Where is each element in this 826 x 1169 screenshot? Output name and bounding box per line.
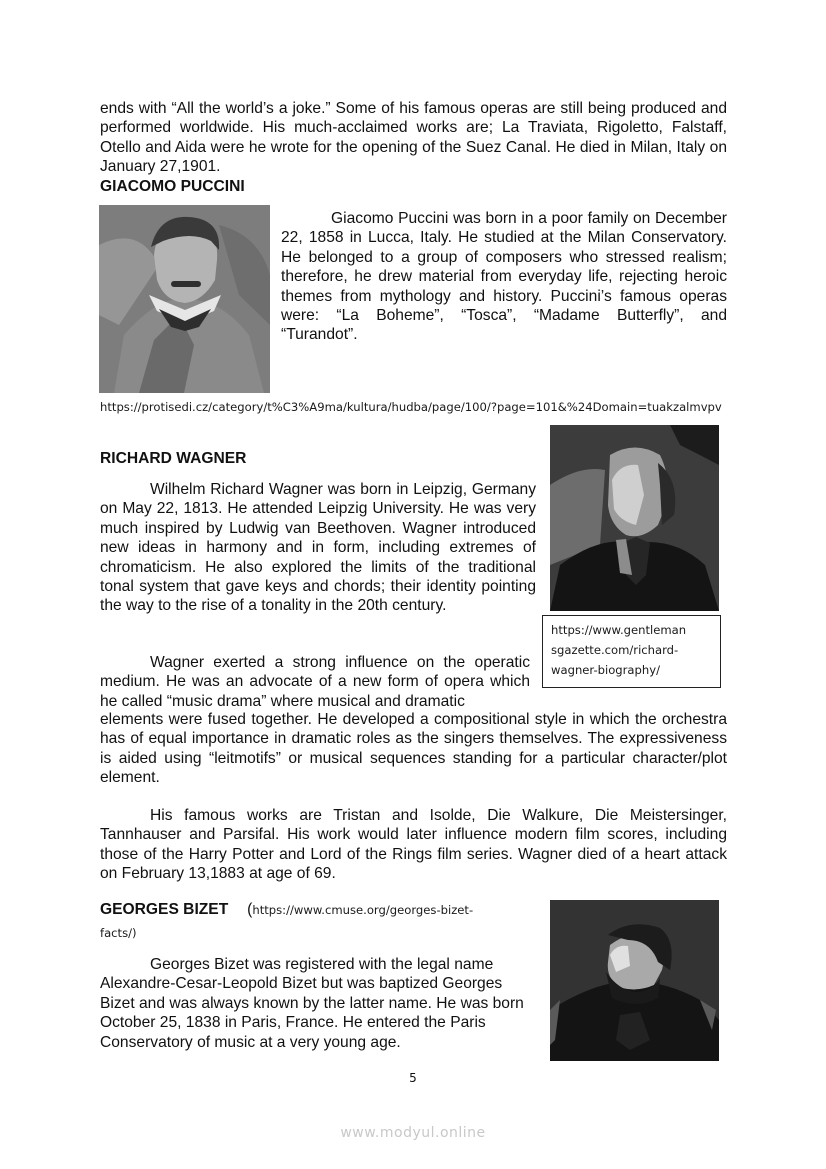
puccini-heading: GIACOMO PUCCINI <box>100 178 245 195</box>
bizet-source-link-continued[interactable]: facts/) <box>100 926 137 940</box>
puccini-portrait-photo <box>99 205 270 393</box>
page-number: 5 <box>409 1071 417 1085</box>
watermark: www.modyul.online <box>340 1125 486 1141</box>
wagner-caption-line[interactable]: https://www.gentleman <box>551 623 687 637</box>
wagner-caption-line[interactable]: wagner-biography/ <box>551 663 661 677</box>
puccini-biography-paragraph: Giacomo Puccini was born in a poor family on December 22, 1858 in Lucca, Italy. He studied at the Milan Conservatory. He belonged to a group of composers who stressed realism; therefore, he drew material from everyday life, rejecting heroic themes from mythology and history. Puccini’s famous operas were: “La Boheme”, “Tosca”, “Madame Butterfly”, and “Turandot”. <box>281 210 727 344</box>
wagner-famous-works-paragraph: His famous works are Tristan and Isolde, Die Walkure, Die Meistersinger, Tannhauser and Parsifal. His work would later influence modern film scores, including those of the Harry Potter and Lord of the Rings film series. Wagner died of a heart attack on February 13,1883 at age of 69. <box>100 807 727 883</box>
portrait-photo-icon <box>550 900 719 1061</box>
wagner-photo-caption-box <box>542 615 721 688</box>
wagner-caption-line[interactable]: sgazette.com/richard- <box>551 643 679 657</box>
wagner-biography-paragraph-2: Wagner exerted a strong influence on the operatic medium. He was an advocate of a new form of opera which he called “music drama” where musical and dramatic <box>100 654 530 710</box>
bizet-biography-paragraph: Georges Bizet was registered with the legal name Alexandre-Cesar-Leopold Bizet but was baptized Georges Bizet and was always known by the latter name. He was born October 25, 1838 in Paris, France. He entered the Paris Conservatory of music at a very young age. <box>100 956 524 1051</box>
bizet-portrait-photo <box>550 900 719 1061</box>
portrait-photo-icon <box>550 425 719 611</box>
bizet-source-link[interactable]: https://www.cmuse.org/georges-bizet- <box>252 903 474 917</box>
bizet-heading: GEORGES BIZET <box>100 901 229 918</box>
bizet-source-open-paren: ( <box>247 901 253 918</box>
wagner-biography-paragraph-1: Wilhelm Richard Wagner was born in Leipzig, Germany on May 22, 1813. He attended Leipzig University. He was very much inspired by Ludwig van Beethoven. Wagner introduced new ideas in harmony and in form, including extremes of chromaticism. He also explored the limits of the traditional tonal system that gave keys and chords; their identity pointing the way to the rise of a tonality in the 20th century. <box>100 481 536 615</box>
puccini-source-link[interactable]: https://protisedi.cz/category/t%C3%A9ma/kultura/hudba/page/100/?page=101&%24Domain=tuakzalmvpv <box>100 400 722 414</box>
wagner-biography-paragraph-2-continued: elements were fused together. He developed a compositional style in which the orchestra has of equal importance in dramatic roles as the singers themselves. The expressiveness is aided using “leitmotifs” or musical sequences standing for a particular character/plot element. <box>100 711 727 787</box>
bizet-heading-block <box>100 900 520 943</box>
wagner-heading: RICHARD WAGNER <box>100 450 247 467</box>
verdi-closing-paragraph: ends with “All the world’s a joke.” Some of his famous operas are still being produced and performed worldwide. His much-acclaimed works are; La Traviata, Rigoletto, Falstaff, Otello and Aida were he wrote for the opening of the Suez Canal. He died in Milan, Italy on January 27,1901. <box>100 100 727 176</box>
portrait-photo-icon <box>99 205 270 393</box>
wagner-portrait-photo <box>550 425 719 611</box>
